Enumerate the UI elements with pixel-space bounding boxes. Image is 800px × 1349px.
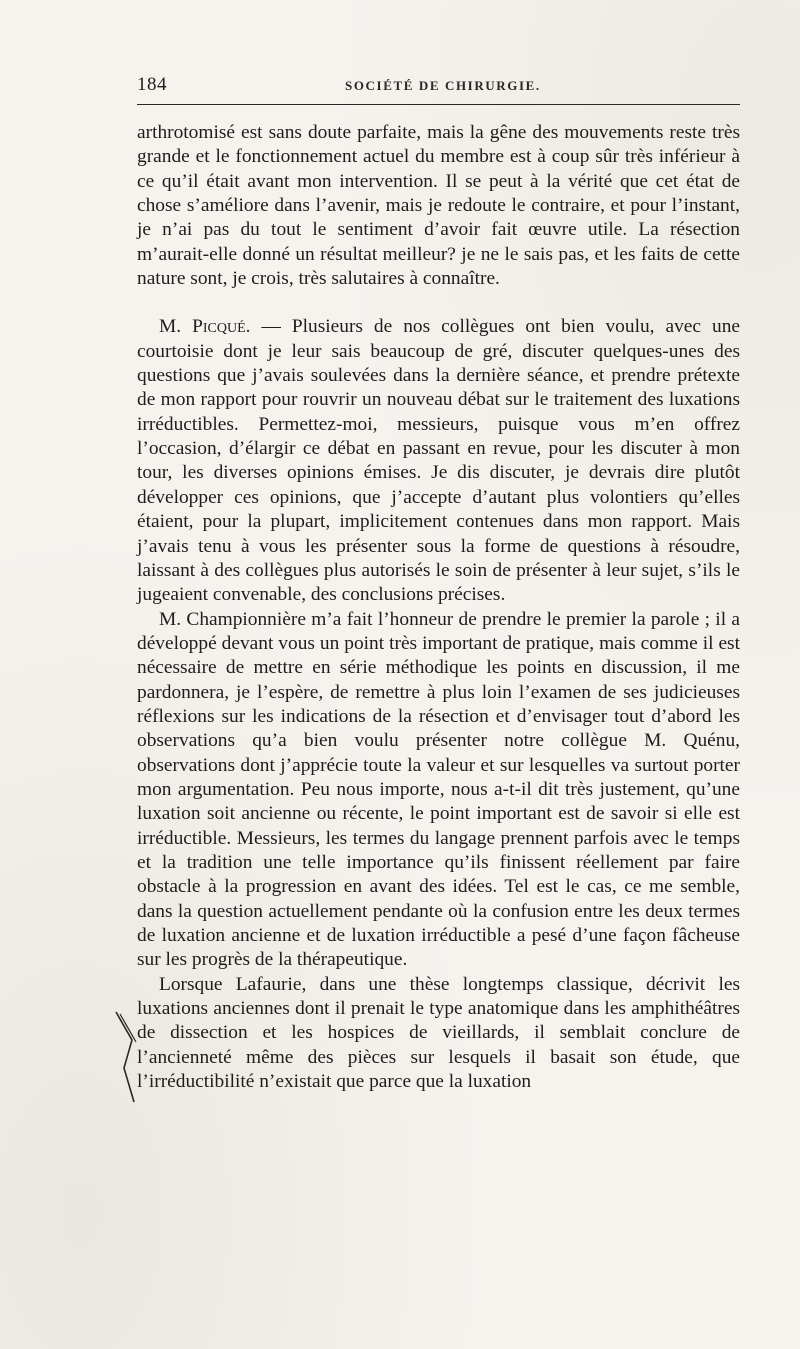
- running-head-title: SOCIÉTÉ DE CHIRURGIE.: [345, 78, 541, 93]
- body-text: [137, 121, 740, 1094]
- header-rule: [137, 104, 740, 105]
- paragraph-1: arthrotomisé est sans doute parfaite, mais la gêne des mouvements reste très grande et le fonctionnement actuel du membre est à coup sûr très inférieur à ce qu’il était avant mon intervention. Il se peut à la vérité que cet état de chose s’améliore dans l’avenir, mais je redoute le contraire, et pour l’instant, je n’ai pas du tout le sentiment d’avoir fait œuvre utile. La résection m’aurait-elle donné un résultat meilleur? je ne le sais pas, et les faits de cette nature sont, je crois, très salutaires à connaître.: [137, 122, 740, 290]
- paragraph-2-text: — Plusieurs de nos collègues ont bien voulu, avec une courtoisie dont je leur sais beaucoup de gré, discuter quelques-unes des questions que j’avais soulevées dans la dernière séance, et prendre prétexte de mon rapport pour rouvrir un nouveau débat sur le traitement des luxations irréductibles. Permettez-moi, messieurs, puisque vous m’en offrez l’occasion, d’élargir ce débat en passant en revue, pour les discuter à mon tour, les diverses opinions émises. Je dis discuter, je devrais dire plutôt développer ces opinions, que j’accepte d’autant plus volontiers qu’elles étaient, pour la plupart, implicitement contenues dans mon rapport. Mais j’avais tenu à vous les présenter sous la forme de questions à résoudre, laissant à des collègues plus autorisés le soin de présenter à leur sujet, s’ils le jugeaient convenable, des conclusions précises.: [137, 316, 740, 606]
- speaker-name: M. Picqué.: [159, 316, 251, 338]
- page-number: 184: [137, 74, 167, 95]
- paragraph-3: M. Championnière m’a fait l’honneur de prendre le premier la parole ; il a développé devant vous un point très important de pratique, mais comme il est nécessaire de mettre en série méthodique les points en discussion, il me pardonnera, je l’espère, de remettre à plus loin l’examen de ses judicieuses réflexions sur les indications de la résection et d’envisager tout d’abord les observations qu’a bien voulu présenter notre collègue M. Quénu, observations dont j’apprécie toute la valeur et sur lesquelles va surtout porter mon argumentation. Peu nous importe, nous a-t-il dit très justement, qu’une luxation soit ancienne ou récente, le point important est de savoir si elle est irréductible. Messieurs, les termes du langage prennent parfois avec le temps et la tradition une telle importance qu’ils finissent réellement par faire obstacle à la progression en avant des idées. Tel est le cas, ce me semble, dans la question actuellement pendante où la confusion entre les deux termes de luxation ancienne et de luxation irréductible a pesé d’une façon fâcheuse sur les progrès de la thérapeutique.: [137, 608, 740, 971]
- paragraph-2: [137, 315, 740, 607]
- paragraph-4: Lorsque Lafaurie, dans une thèse longtemps classique, décrivit les luxations anciennes dont il prenait le type anatomique dans les amphithéâtres de dissection et les hospices de vieillards, il semblait conclure de l’ancienneté même des pièces sur lesquels il basait son étude, que l’irréductibilité n’existait que parce que la luxation: [137, 973, 740, 1093]
- margin-bracket-mark: [112, 1010, 140, 1106]
- running-head: [137, 74, 740, 100]
